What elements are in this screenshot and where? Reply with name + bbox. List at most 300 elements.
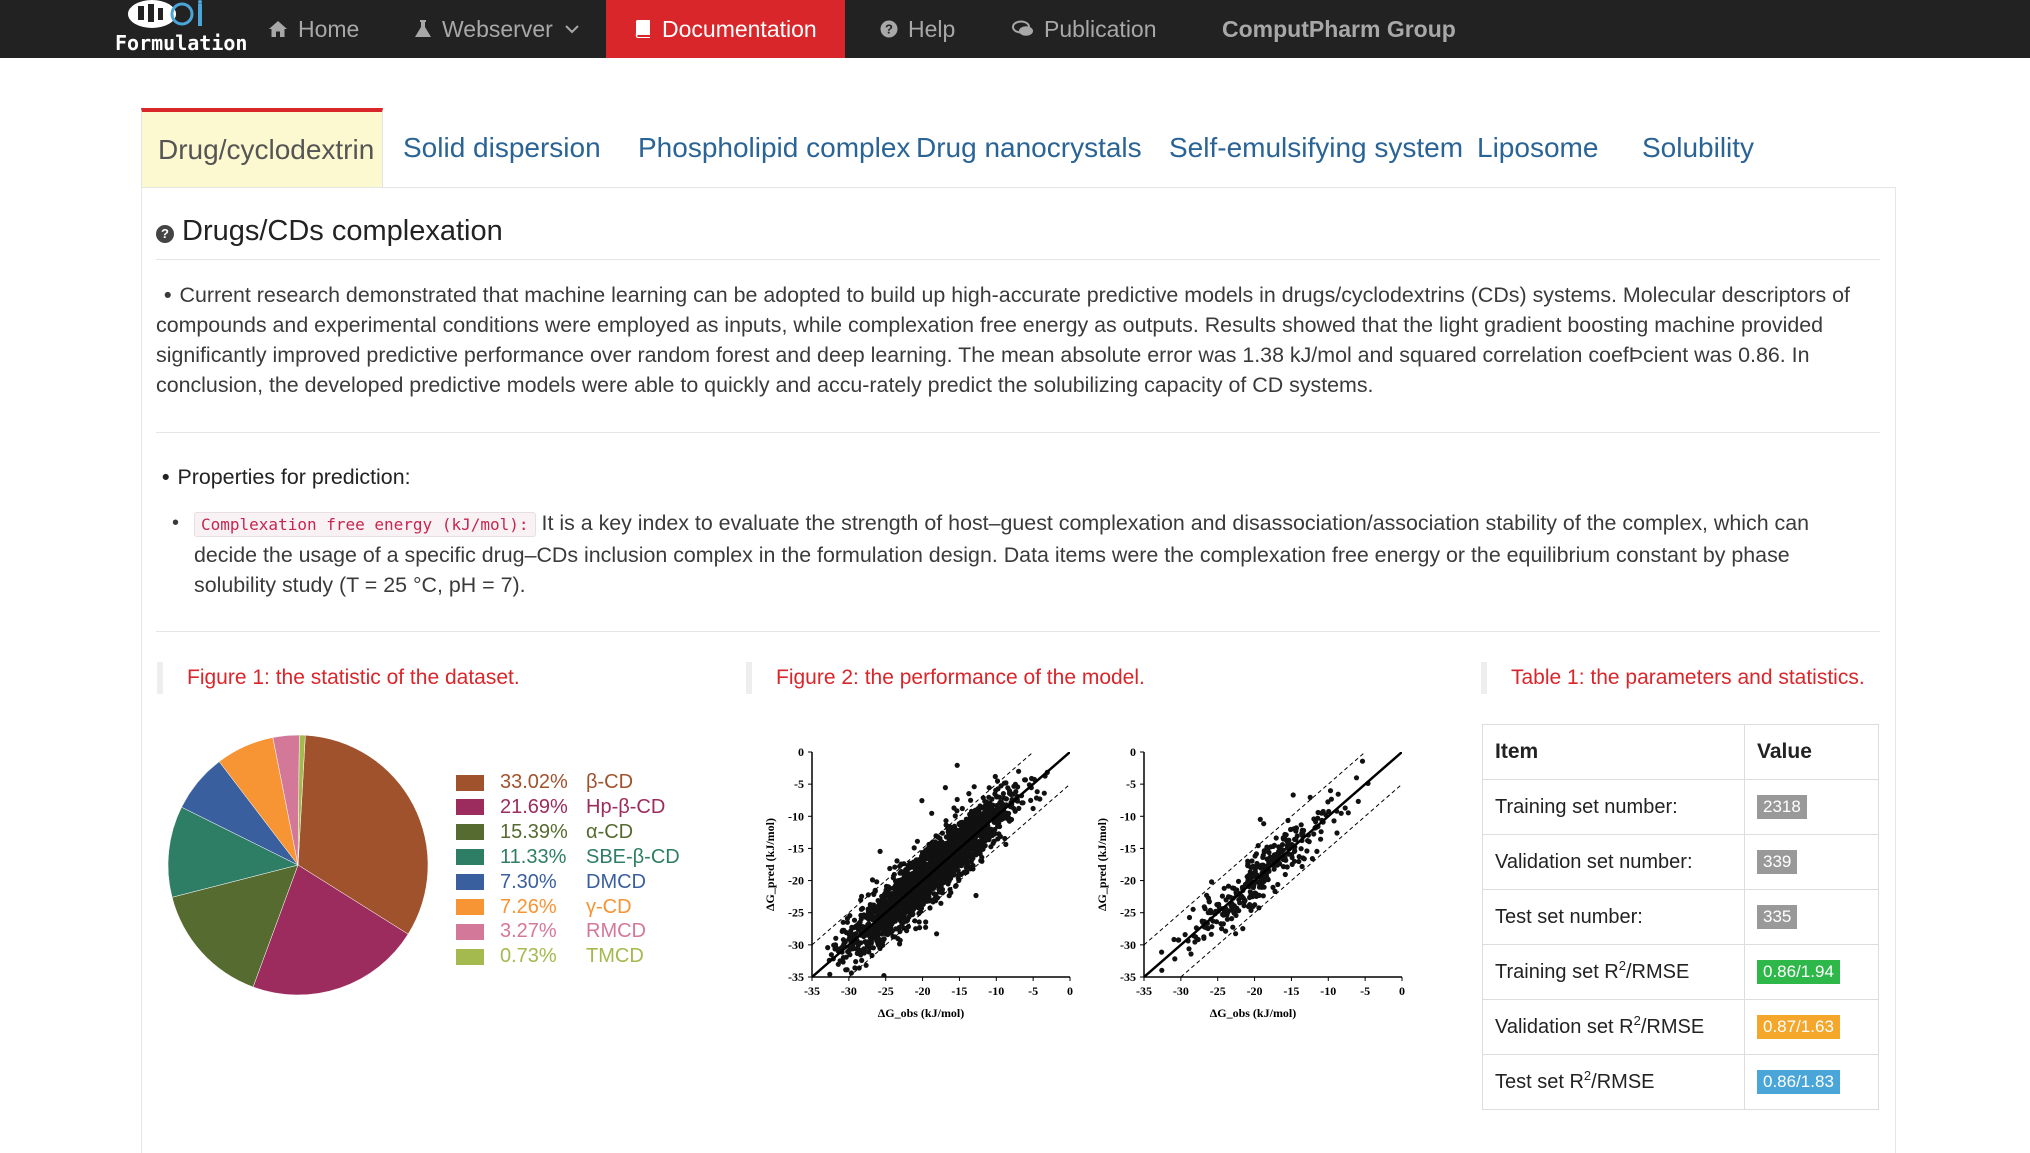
value-cell — [1745, 945, 1879, 1000]
scatter-point — [968, 829, 973, 834]
scatter-point — [1360, 759, 1365, 764]
scatter-point — [1240, 926, 1245, 931]
scatter-point — [1035, 789, 1040, 794]
scatter-point — [1289, 852, 1294, 857]
scatter-point — [915, 839, 920, 844]
scatter-point — [1236, 908, 1241, 913]
bullet: • — [164, 283, 172, 307]
legend-percent: 33.02% — [500, 771, 568, 793]
scatter-point — [915, 874, 920, 879]
y-tick-label: -30 — [1120, 937, 1136, 952]
nav-documentation-label: Documentation — [662, 15, 817, 42]
scatter-point — [1006, 811, 1011, 816]
bullet: • — [172, 512, 180, 534]
item-text-tail: /RMSE — [1591, 1070, 1655, 1093]
scatter-point — [1226, 894, 1231, 899]
scatter-point — [836, 962, 841, 967]
scatter-point — [941, 844, 946, 849]
scatter-point — [1253, 853, 1258, 858]
scatter-point — [852, 918, 857, 923]
bullet: • — [162, 465, 170, 489]
scatter-point — [952, 872, 957, 877]
figure-1-caption: Figure 1: the statistic of the dataset. — [157, 662, 520, 694]
scatter-point — [1329, 797, 1334, 802]
scatter-point — [1334, 830, 1339, 835]
scatter-point — [893, 896, 898, 901]
scatter-point — [1031, 806, 1036, 811]
scatter-point — [1261, 863, 1266, 868]
scatter-point — [1172, 956, 1177, 961]
x-tick-label: -15 — [951, 984, 968, 998]
legend-percent: 7.26% — [500, 895, 557, 918]
scatter-point — [1316, 810, 1321, 815]
scatter-point — [1291, 826, 1296, 831]
scatter-point — [849, 925, 854, 930]
scatter-point — [898, 881, 903, 886]
scatter-point — [1245, 861, 1250, 866]
nav-documentation[interactable] — [606, 0, 845, 58]
x-tick-label: -5 — [1360, 984, 1371, 998]
y-tick-label: -35 — [788, 970, 804, 984]
scatter-point — [1003, 842, 1008, 847]
y-tick-label: -35 — [1120, 970, 1136, 984]
question-circle-icon: ? — [156, 225, 174, 243]
value-badge: 339 — [1757, 850, 1797, 874]
item-cell: Test set number: — [1483, 890, 1745, 945]
nav-webserver-label: Webserver — [442, 15, 553, 42]
test-scatter-plot — [1092, 740, 1422, 1030]
scatter-point — [1006, 817, 1011, 822]
scatter-point — [969, 855, 974, 860]
legend-swatch — [456, 874, 484, 890]
scatter-point — [911, 863, 916, 868]
y-tick-label: -30 — [788, 937, 804, 952]
scatter-point — [886, 884, 891, 889]
scatter-point — [1214, 919, 1219, 924]
item-cell: Training set number: — [1483, 780, 1745, 835]
scatter-point — [843, 967, 848, 972]
scatter-point — [943, 785, 948, 790]
scatter-point — [879, 927, 884, 932]
scatter-point — [1013, 809, 1018, 814]
statistics-table — [1482, 724, 1879, 1110]
scatter-point — [947, 846, 952, 851]
scatter-point — [1318, 837, 1323, 842]
scatter-point — [987, 785, 992, 790]
scatter-point — [912, 845, 917, 850]
scatter-point — [931, 891, 936, 896]
item-cell — [1483, 1000, 1745, 1055]
scatter-point — [1314, 849, 1319, 854]
scatter-point — [1307, 839, 1312, 844]
scatter-point — [1275, 882, 1280, 887]
x-tick-label: -20 — [1246, 984, 1263, 998]
scatter-point — [967, 812, 972, 817]
x-tick-label: -25 — [1209, 984, 1226, 998]
legend-percent: 0.73% — [500, 945, 557, 968]
scatter-point — [1299, 846, 1304, 851]
scatter-point — [1037, 796, 1042, 801]
scatter-point — [1230, 925, 1235, 930]
scatter-point — [864, 963, 869, 968]
item-text: Training set R — [1495, 960, 1619, 983]
upper-error-line — [1144, 752, 1365, 945]
scatter-point — [931, 851, 936, 856]
x-axis-label: ΔG_obs (kJ/mol) — [1209, 1006, 1297, 1020]
scatter-point — [923, 925, 928, 930]
scatter-point — [1284, 832, 1289, 837]
scatter-point — [1001, 791, 1006, 796]
legend-label: SBE-β-CD — [586, 845, 680, 868]
comments-icon — [1012, 20, 1034, 38]
scatter-point — [968, 798, 973, 803]
nav-help[interactable] — [880, 0, 955, 58]
scatter-point — [923, 919, 928, 924]
scatter-point — [997, 795, 1002, 800]
scatter-point — [1254, 861, 1259, 866]
item-superscript: 2 — [1633, 1012, 1641, 1028]
identity-line — [1144, 752, 1402, 977]
scatter-point — [1274, 852, 1279, 857]
scatter-point — [981, 844, 986, 849]
scatter-point — [904, 875, 909, 880]
scatter-point — [977, 849, 982, 854]
scatter-point — [1007, 788, 1012, 793]
nav-home[interactable] — [268, 0, 359, 58]
legend-item — [456, 820, 633, 845]
training-scatter-plot — [760, 740, 1090, 1030]
property-code-label: Complexation free energy (kJ/mol): — [194, 512, 536, 537]
value-cell — [1745, 835, 1879, 890]
legend-item — [456, 770, 633, 795]
tab-self-emulsifying-system[interactable] — [1153, 108, 1479, 188]
y-tick-label: -5 — [1126, 777, 1136, 792]
scatter-point — [1191, 907, 1196, 912]
item-cell — [1483, 945, 1745, 1000]
y-tick-label: -5 — [794, 777, 804, 792]
property-line-3: solubility study (T = 25 °C, pH = 7). — [194, 573, 526, 597]
tab-label: Liposome — [1477, 132, 1599, 163]
tab-drug-cyclodextrin[interactable] — [141, 108, 383, 188]
scatter-point — [952, 861, 957, 866]
tab-drug-nanocrystals[interactable] — [900, 108, 1158, 188]
value-badge: 0.87/1.63 — [1757, 1015, 1840, 1039]
scatter-point — [997, 824, 1002, 829]
scatter-point — [1292, 837, 1297, 842]
scatter-point — [1220, 894, 1225, 899]
scatter-point — [865, 939, 870, 944]
scatter-point — [1204, 893, 1209, 898]
table-1-caption: Table 1: the parameters and statistics. — [1481, 662, 1865, 694]
scatter-point — [896, 885, 901, 890]
section-title-text: Drugs/CDs complexation — [182, 215, 503, 247]
intro-line-1: Current research demonstrated that machine learning can be adopted to build up high-accurate predictive models in drugs/cyclodextrins (CDs) systems. Molecular descriptors of — [179, 283, 1850, 307]
scatter-point — [833, 942, 838, 947]
scatter-point — [868, 934, 873, 939]
brand-text: Formulation — [115, 31, 248, 55]
scatter-point — [1274, 835, 1279, 840]
scatter-point — [1188, 951, 1193, 956]
lower-error-line — [1181, 784, 1402, 977]
legend-item — [456, 845, 680, 870]
scatter-point — [1187, 915, 1192, 920]
legend-percent: 11.33% — [500, 845, 567, 868]
top-navbar — [0, 0, 2030, 58]
scatter-point — [1321, 809, 1326, 814]
legend-swatch — [456, 799, 484, 815]
scatter-point — [900, 919, 905, 924]
properties-heading — [162, 465, 411, 490]
x-tick-label: -15 — [1283, 984, 1300, 998]
properties-heading-text: Properties for prediction: — [177, 465, 411, 489]
scatter-point — [919, 798, 924, 803]
scatter-point — [1260, 855, 1265, 860]
home-icon — [268, 20, 288, 38]
scatter-point — [1247, 895, 1252, 900]
scatter-point — [1209, 932, 1214, 937]
scatter-point — [1233, 931, 1238, 936]
scatter-point — [880, 907, 885, 912]
scatter-point — [1028, 798, 1033, 803]
legend-swatch — [456, 949, 484, 965]
scatter-point — [892, 865, 897, 870]
y-axis-label: ΔG_pred (kJ/mol) — [1095, 818, 1109, 911]
scatter-point — [1022, 777, 1027, 782]
table-row — [1483, 780, 1879, 835]
scatter-point — [1257, 893, 1262, 898]
y-tick-label: -15 — [1120, 841, 1136, 856]
tab-solubility[interactable] — [1626, 108, 1770, 188]
scatter-point — [1300, 828, 1305, 833]
legend-percent: 15.39% — [500, 820, 568, 843]
dataset-pie-chart — [166, 733, 430, 997]
chevron-down-icon — [565, 24, 579, 34]
question-icon — [880, 20, 898, 38]
formulation-tabs — [141, 108, 1896, 188]
tab-phospholipid-complex[interactable] — [622, 108, 926, 188]
legend-swatch — [456, 849, 484, 865]
scatter-point — [870, 877, 875, 882]
scatter-point — [1261, 821, 1266, 826]
item-text-tail: /RMSE — [1625, 960, 1690, 983]
tab-label: Solubility — [1642, 132, 1755, 163]
scatter-point — [932, 857, 937, 862]
scatter-point — [988, 809, 993, 814]
scatter-point — [963, 859, 968, 864]
scatter-point — [1266, 850, 1271, 855]
x-tick-label: -10 — [988, 984, 1005, 998]
item-text-tail: /RMSE — [1640, 1015, 1705, 1038]
scatter-point — [1224, 912, 1229, 917]
scatter-point — [931, 878, 936, 883]
scatter-point — [916, 911, 921, 916]
scatter-point — [1354, 775, 1359, 780]
nav-computpharm-group[interactable] — [1222, 0, 1456, 58]
scatter-point — [1186, 946, 1191, 951]
legend-label: TMCD — [586, 945, 644, 968]
scatter-point — [859, 907, 864, 912]
item-superscript: 2 — [1618, 957, 1626, 973]
x-axis-label: ΔG_obs (kJ/mol) — [877, 1006, 965, 1020]
nav-help-label: Help — [908, 15, 956, 42]
scatter-point — [886, 930, 891, 935]
scatter-point — [906, 914, 911, 919]
y-tick-label: 0 — [1130, 745, 1136, 759]
scatter-point — [841, 920, 846, 925]
scatter-point — [986, 795, 991, 800]
scatter-point — [825, 945, 830, 950]
x-tick-label: 0 — [1067, 984, 1073, 998]
scatter-point — [944, 822, 949, 827]
scatter-point — [897, 941, 902, 946]
scatter-point — [1183, 932, 1188, 937]
scatter-point — [887, 866, 892, 871]
legend-swatch — [456, 775, 484, 791]
legend-percent: 7.30% — [500, 870, 557, 893]
legend-item — [456, 895, 632, 920]
item-superscript: 2 — [1583, 1067, 1592, 1083]
nav-webserver[interactable] — [414, 0, 589, 58]
scatter-point — [853, 959, 858, 964]
scatter-point — [940, 874, 945, 879]
legend-label: RMCD — [586, 920, 646, 943]
scatter-point — [1220, 912, 1225, 917]
property-item — [172, 508, 1832, 600]
scatter-point — [841, 941, 846, 946]
scatter-point — [956, 872, 961, 877]
scatter-point — [910, 894, 915, 899]
scatter-point — [841, 928, 846, 933]
scatter-point — [1236, 879, 1241, 884]
scatter-point — [1262, 879, 1267, 884]
y-tick-label: -25 — [788, 905, 804, 920]
table-row — [1483, 945, 1879, 1000]
scatter-point — [970, 842, 975, 847]
scatter-point — [1229, 916, 1234, 921]
scatter-point — [954, 808, 959, 813]
scatter-point — [972, 849, 977, 854]
scatter-point — [859, 958, 864, 963]
value-cell — [1745, 890, 1879, 945]
scatter-point — [953, 867, 958, 872]
y-tick-label: -10 — [1120, 809, 1136, 824]
scatter-point — [869, 902, 874, 907]
x-tick-label: 0 — [1399, 984, 1405, 998]
scatter-point — [829, 952, 834, 957]
scatter-point — [1346, 810, 1351, 815]
scatter-point — [913, 926, 918, 931]
scatter-point — [878, 849, 883, 854]
item-cell — [1483, 1055, 1745, 1110]
value-badge: 335 — [1757, 905, 1797, 929]
nav-home-label: Home — [298, 15, 360, 42]
tab-solid-dispersion[interactable] — [387, 108, 617, 188]
scatter-point — [935, 845, 940, 850]
scatter-point — [1308, 795, 1313, 800]
scatter-point — [985, 827, 990, 832]
scatter-point — [1302, 856, 1307, 861]
scatter-point — [973, 893, 978, 898]
scatter-point — [875, 922, 880, 927]
scatter-point — [897, 929, 902, 934]
scatter-point — [1328, 788, 1333, 793]
figure-2-caption: Figure 2: the performance of the model. — [746, 662, 1145, 694]
scatter-point — [1042, 791, 1047, 796]
scatter-point — [1319, 829, 1324, 834]
divider — [156, 259, 1880, 260]
scatter-point — [1315, 816, 1320, 821]
table-row — [1483, 1055, 1879, 1110]
scatter-point — [1279, 847, 1284, 852]
scatter-point — [1253, 869, 1258, 874]
ai-logo-icon — [112, 0, 240, 32]
scatter-point — [973, 811, 978, 816]
scatter-point — [984, 800, 989, 805]
legend-item — [456, 944, 644, 969]
scatter-point — [845, 916, 850, 921]
scatter-point — [1283, 872, 1288, 877]
value-cell — [1745, 1055, 1879, 1110]
property-line-2: decide the usage of a specific drug–CDs inclusion complex in the formulation design. Data items were the complexation free energy or the equilibrium constant by phase — [194, 543, 1790, 567]
scatter-point — [894, 858, 899, 863]
scatter-points — [825, 763, 1050, 979]
legend-swatch — [456, 899, 484, 915]
book-icon — [634, 19, 652, 39]
legend-label: β-CD — [586, 771, 634, 793]
brand-logo[interactable] — [112, 0, 248, 58]
scatter-point — [1223, 929, 1228, 934]
scatter-point — [929, 811, 934, 816]
scatter-point — [983, 836, 988, 841]
scatter-point — [880, 939, 885, 944]
scatter-point — [890, 913, 895, 918]
legend-label: DMCD — [586, 870, 646, 893]
scatter-point — [858, 948, 863, 953]
item-text: Test set R — [1495, 1070, 1584, 1093]
scatter-point — [945, 865, 950, 870]
scatter-points — [1159, 759, 1371, 973]
intro-line-4: conclusion, the developed predictive models were able to quickly and accu-rately predict the solubilizing capacity of CD systems. — [156, 373, 1374, 397]
scatter-point — [1291, 792, 1296, 797]
scatter-point — [937, 853, 942, 858]
legend-label: Hp-β-CD — [586, 795, 666, 818]
nav-publication[interactable] — [1012, 0, 1157, 58]
legend-swatch — [456, 824, 484, 840]
scatter-point — [978, 805, 983, 810]
y-tick-label: -10 — [788, 809, 804, 824]
identity-line — [812, 752, 1070, 977]
item-cell: Validation set number: — [1483, 835, 1745, 890]
scatter-point — [934, 931, 939, 936]
x-tick-label: -10 — [1320, 984, 1337, 998]
scatter-point — [1206, 910, 1211, 915]
tab-liposome[interactable] — [1461, 108, 1614, 188]
scatter-point — [827, 972, 832, 977]
scatter-point — [924, 853, 929, 858]
x-tick-label: -30 — [840, 984, 857, 998]
scatter-point — [1270, 885, 1275, 890]
scatter-point — [1159, 950, 1164, 955]
scatter-point — [1232, 903, 1237, 908]
scatter-point — [1020, 800, 1025, 805]
scatter-point — [861, 912, 866, 917]
scatter-point — [856, 943, 861, 948]
scatter-point — [1201, 936, 1206, 941]
tab-label: Drug nanocrystals — [916, 132, 1142, 163]
table-row — [1483, 1000, 1879, 1055]
scatter-point — [962, 822, 967, 827]
scatter-point — [1248, 889, 1253, 894]
